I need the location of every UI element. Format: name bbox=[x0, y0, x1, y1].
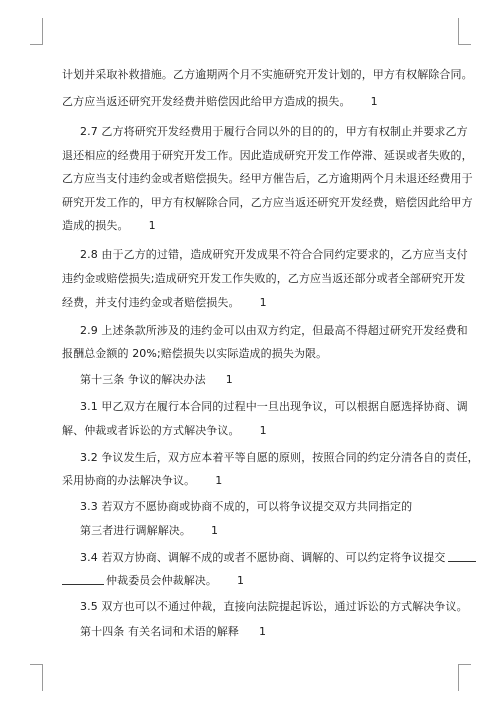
text-line: 采用协商的办法解决争议。 1 bbox=[62, 474, 223, 487]
paragraph-marker: 1 bbox=[148, 219, 156, 232]
text-line: 违约金或赔偿损失;造成研究开发工作失败的，乙方应当返还部分或者全部研究开发 bbox=[62, 272, 466, 285]
text-line: 解、仲裁或者诉讼的方式解决争议。 1 bbox=[62, 424, 267, 437]
text-line: 乙方应当支付违约金或者赔偿损失。经甲方催告后，乙方逾期两个月未退还经费用于 bbox=[62, 172, 473, 185]
paragraph-marker: 1 bbox=[370, 95, 378, 108]
crop-mark-top-right bbox=[458, 18, 471, 45]
fill-in-blank[interactable] bbox=[62, 573, 104, 585]
paragraph-marker: 1 bbox=[225, 373, 233, 386]
crop-mark-bottom-left bbox=[30, 664, 43, 691]
text-line: 3.3 若双方不愿协商或协商不成的，可以将争议提交双方共同指定的 bbox=[80, 500, 413, 513]
text-line: 报酬总金额的 20%;赔偿损失以实际造成的损失为限。 bbox=[62, 347, 328, 360]
text-line: 第三者进行调解解决。 1 bbox=[80, 524, 219, 537]
fill-in-blank[interactable] bbox=[448, 550, 476, 562]
text-line: 2.7 乙方将研究开发经费用于履行合同以外的目的的，甲方有权制止并要求乙方 bbox=[80, 125, 468, 138]
text-line: 经费，并支付违约金或者赔偿损失。 1 bbox=[62, 296, 267, 309]
text-line: 3.4 若双方协商、调解不成的或者不愿协商、调解的、可以约定将争议提交 bbox=[80, 550, 476, 565]
section-heading: 第十三条 争议的解决办法 1 bbox=[80, 373, 233, 386]
text-line: 仲裁委员会仲裁解决。 1 bbox=[62, 573, 244, 588]
text-line: 研究开发工作的，甲方有权解除合同，乙方应当返还研究开发经费，赔偿因此给甲方 bbox=[62, 196, 473, 209]
text-line: 造成的损失。 1 bbox=[62, 219, 156, 232]
text-line: 乙方应当返还研究开发经费并赔偿因此给甲方造成的损失。 1 bbox=[62, 95, 378, 108]
text-line: 退还相应的经费用于研究开发工作。因此造成研究开发工作停滞、延误或者失败的， bbox=[62, 149, 473, 162]
text-line: 3.1 甲乙双方在履行本合同的过程中一旦出现争议，可以根据自愿选择协商、调 bbox=[80, 400, 468, 413]
text-line: 2.8 由于乙方的过错，造成研究开发成果不符合合同约定要求的，乙方应当支付 bbox=[80, 248, 468, 261]
crop-mark-bottom-right bbox=[458, 664, 471, 691]
crop-mark-top-left bbox=[30, 18, 43, 45]
text-line: 2.9 上述条款所涉及的违约金可以由双方约定，但最高不得超过研究开发经费和 bbox=[80, 324, 468, 337]
paragraph-marker: 1 bbox=[237, 574, 245, 587]
section-heading: 第十四条 有关名词和术语的解释 1 bbox=[80, 625, 267, 638]
paragraph-marker: 1 bbox=[259, 625, 267, 638]
paragraph-marker: 1 bbox=[211, 524, 219, 537]
paragraph-marker: 1 bbox=[215, 474, 223, 487]
text-line: 计划并采取补救措施。乙方逾期两个月不实施研究开发计划的，甲方有权解除合同。 bbox=[62, 68, 473, 81]
paragraph-marker: 1 bbox=[259, 424, 267, 437]
paragraph-marker: 1 bbox=[259, 296, 267, 309]
text-line: 3.2 争议发生后，双方应本着平等自愿的原则，按照合同的约定分清各自的责任， bbox=[80, 451, 479, 464]
text-line: 3.5 双方也可以不通过仲裁，直接向法院提起诉讼，通过诉讼的方式解决争议。 bbox=[80, 600, 468, 613]
